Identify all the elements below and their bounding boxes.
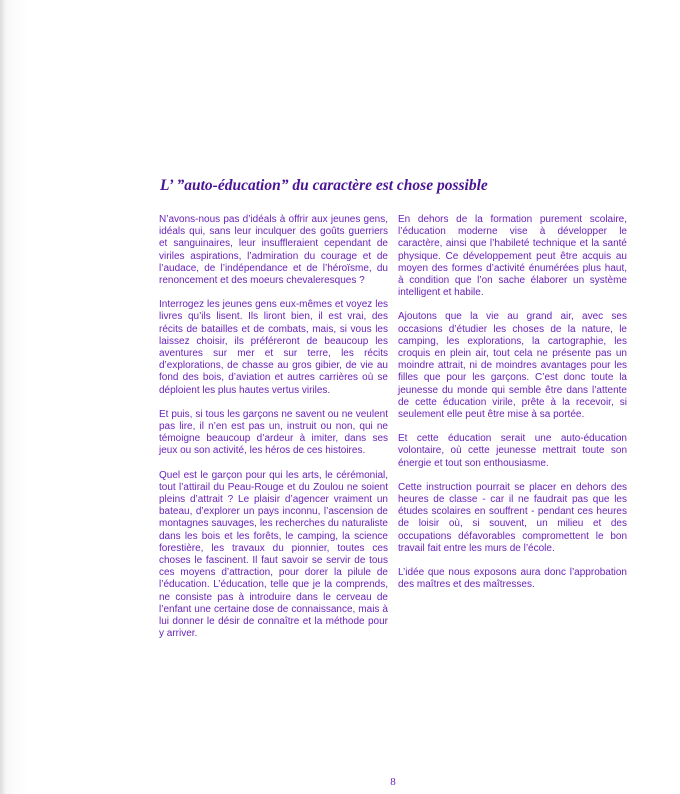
right-column [398, 214, 627, 603]
paragraph: Et puis, si tous les garçons ne savent ou ne veulent pas lire, il n’en est pas un, instruit ou non, qui ne témoigne beaucoup d’ardeur à imiter, dans ses jeux ou son activité, les héros de ces histoires. [159, 408, 388, 457]
paragraph: Et cette éducation serait une auto-éducation volontaire, où cette jeunesse mettrait toute son énergie et tout son enthousiasme. [398, 433, 627, 469]
left-column [159, 214, 388, 653]
page-number: 8 [390, 776, 396, 788]
paragraph: Quel est le garçon pour qui les arts, le cérémonial, tout l’attirail du Peau-Rouge et du Zoulou ne soient pleins d’attrait ? Le plaisir d’agencer vraiment un bateau, d’explorer un pays inconnu, l’ascension de montagnes sauvages, les recherches du naturaliste dans les bois et les forêts, le camping, la science forestière, les travaux du pionnier, toutes ces choses le fascinent. Il faut savoir se servir de tous ces moyens d’attraction, pour dorer la pilule de l’éducation. L’éducation, telle que je la comprends, ne consiste pas à introduire dans le cerveau de l’enfant une certaine dose de connaissance, mais à lui donner le désir de connaître et la méthode pour y arriver. [159, 469, 388, 640]
paragraph: Cette instruction pourrait se placer en dehors des heures de classe - car il ne faudrait pas que les études scolaires en souffrent - pendant ces heures de loisir où, si souvent, un milieu et des occupations défavorables compromettent le bon travail fait entre les murs de l’école. [398, 481, 627, 554]
paragraph: Ajoutons que la vie au grand air, avec ses occasions d’étudier les choses de la nature, le camping, les explorations, la cartographie, les croquis en plein air, tout cela ne présente pas un moindre attrait, ni de moindres avantages pour les filles que pour les garçons. C’est donc toute la jeunesse du monde qui semble être dans l’attente de cette éducation virile, prête à la recevoir, si seulement elle peut être mise à sa portée. [398, 311, 627, 421]
paragraph: Interrogez les jeunes gens eux-mêmes et voyez les livres qu’ils lisent. Ils liront bien, il est vrai, des récits de batailles et de combats, mais, si vous les laissez choisir, ils préféreront de beaucoup les aventures sur mer et sur terre, les récits d’explorations, de chasse au gros gibier, de vie au fond des bois, d’aviation et autres carrières où se déploient les plus hautes vertus viriles. [159, 299, 388, 396]
page-edge-shadow [0, 0, 6, 794]
paragraph: N’avons-nous pas d’idéals à offrir aux jeunes gens, idéals qui, sans leur inculquer des goûts guerriers et sanguinaires, leur insuffleraient cependant de viriles aspirations, l’admiration du courage et de l’audace, de l’indépendance et de l’héroïsme, du renoncement et des moeurs chevaleresques ? [159, 214, 388, 287]
paragraph: En dehors de la formation purement scolaire, l’éducation moderne vise à développer le caractère, ainsi que l’habileté technique et la santé physique. Ce développement peut être acquis au moyen des formes d’activité énumérées plus haut, à condition que l’on sache élaborer un système intelligent et habile. [398, 214, 627, 299]
paragraph: L’idée que nous exposons aura donc l’approbation des maîtres et des maîtresses. [398, 567, 627, 591]
article-title: L’ ”auto-éducation” du caractère est chose possible [160, 177, 488, 194]
